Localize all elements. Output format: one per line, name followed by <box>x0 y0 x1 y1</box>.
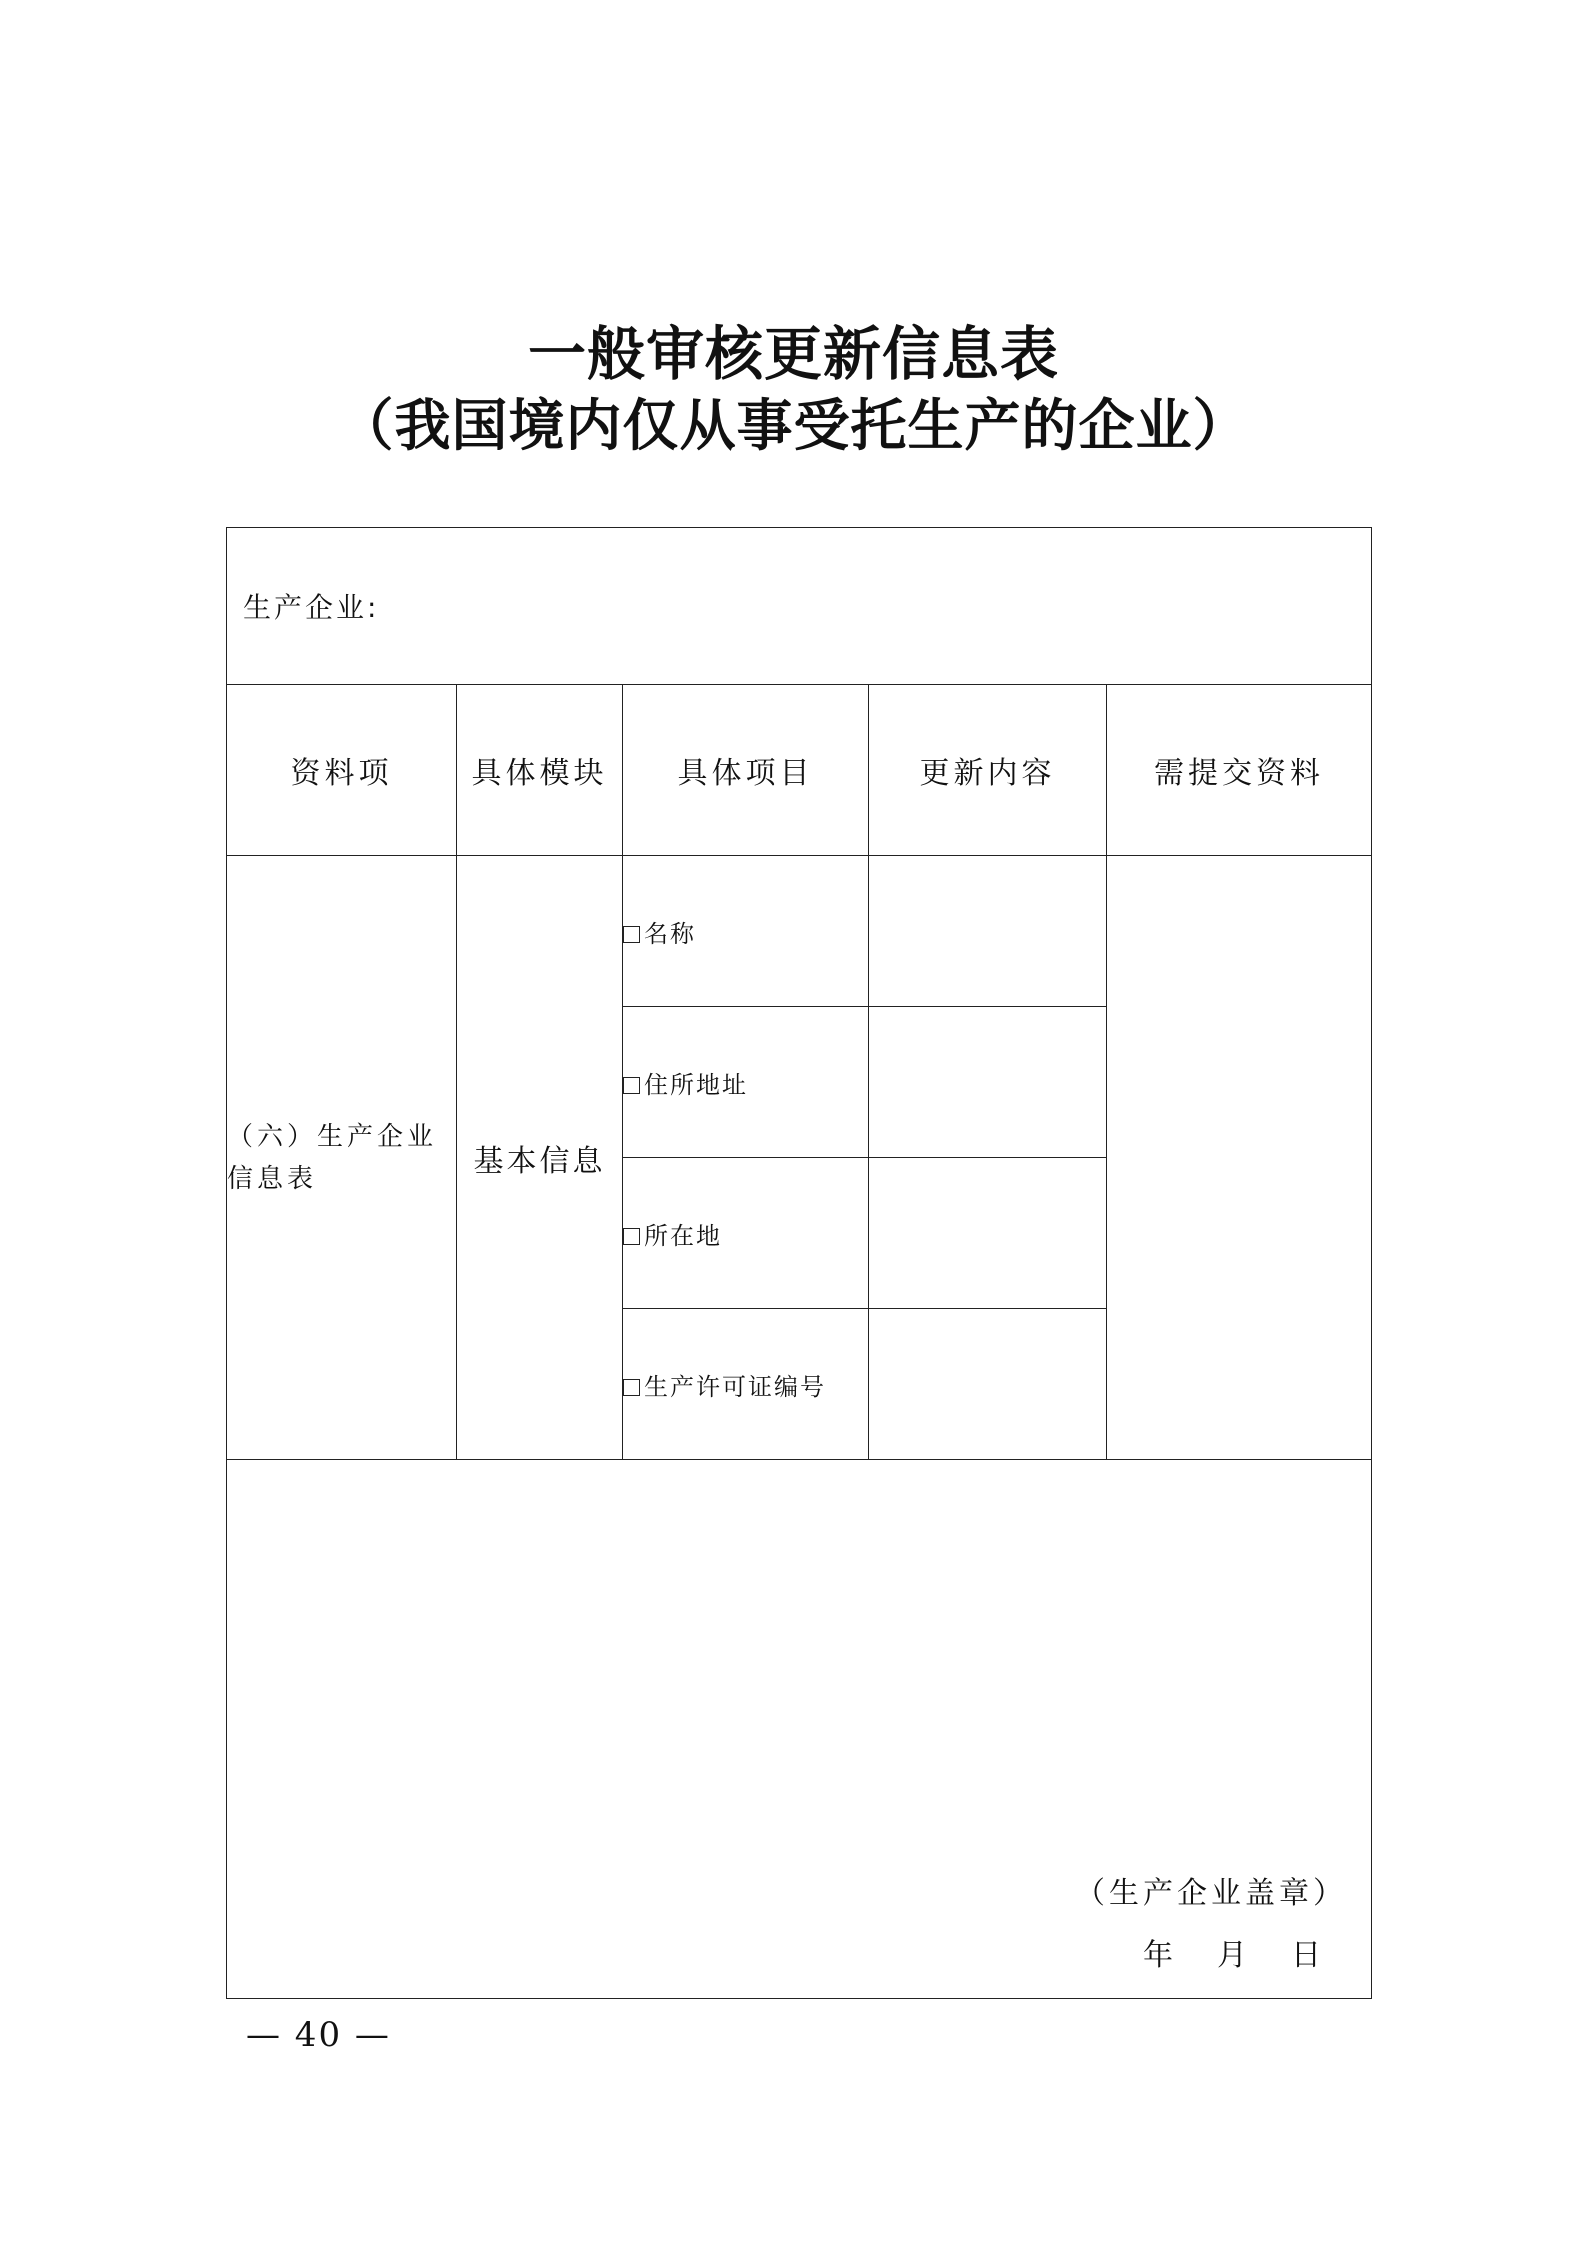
update-content-cell[interactable] <box>869 856 1107 1007</box>
update-content-cell[interactable] <box>869 1309 1107 1460</box>
date-year: 年 <box>1143 1938 1173 1973</box>
company-cell[interactable] <box>227 528 1372 685</box>
module-label: 基本信息 <box>473 1143 606 1179</box>
checkbox-icon[interactable] <box>623 926 640 943</box>
header-cell-item <box>623 685 869 856</box>
company-row <box>227 528 1372 685</box>
update-info-form <box>226 527 1372 1999</box>
section-name-line2: 信息表 <box>227 1163 318 1194</box>
date-day: 日 <box>1291 1938 1321 1973</box>
header-update-content: 更新内容 <box>919 756 1056 791</box>
header-cell-update <box>869 685 1107 856</box>
title-subtitle: （我国境内仅从事受托生产的企业） <box>337 393 1250 459</box>
update-content-cell[interactable] <box>869 1007 1107 1158</box>
header-cell-material <box>227 685 457 856</box>
item-label: 名称 <box>644 919 696 948</box>
page-number: — 40 — <box>246 2015 391 2055</box>
header-row <box>227 685 1372 856</box>
title-main: 一般审核更新信息表 <box>527 320 1059 388</box>
seal-label: （生产企业盖章） <box>1075 1876 1347 1911</box>
date-line <box>1143 1930 1321 1974</box>
table-row <box>227 856 1372 1007</box>
item-cell-license[interactable] <box>623 1309 869 1460</box>
module-cell <box>457 856 623 1460</box>
section-name-line1: （六）生产企业 <box>227 1121 438 1152</box>
company-label: 生产企业: <box>243 591 380 624</box>
header-cell-module <box>457 685 623 856</box>
header-module: 具体模块 <box>471 756 608 791</box>
checkbox-icon[interactable] <box>623 1379 640 1396</box>
required-docs-cell[interactable] <box>1107 856 1372 1460</box>
item-cell-address[interactable] <box>623 1007 869 1158</box>
item-cell-name[interactable] <box>623 856 869 1007</box>
update-content-cell[interactable] <box>869 1158 1107 1309</box>
header-cell-docs <box>1107 685 1372 856</box>
header-required-docs: 需提交资料 <box>1154 756 1324 791</box>
seal-area[interactable] <box>227 1460 1372 1999</box>
header-material: 资料项 <box>290 756 393 791</box>
checkbox-icon[interactable] <box>623 1228 640 1245</box>
footer-row <box>227 1460 1372 1999</box>
item-cell-location[interactable] <box>623 1158 869 1309</box>
date-month: 月 <box>1217 1938 1247 1973</box>
item-label: 生产许可证编号 <box>644 1372 826 1401</box>
section-cell <box>227 856 457 1460</box>
checkbox-icon[interactable] <box>623 1077 640 1094</box>
header-item: 具体项目 <box>677 756 814 791</box>
document-title <box>0 318 1587 462</box>
item-label: 住所地址 <box>644 1070 748 1099</box>
item-label: 所在地 <box>644 1221 722 1250</box>
